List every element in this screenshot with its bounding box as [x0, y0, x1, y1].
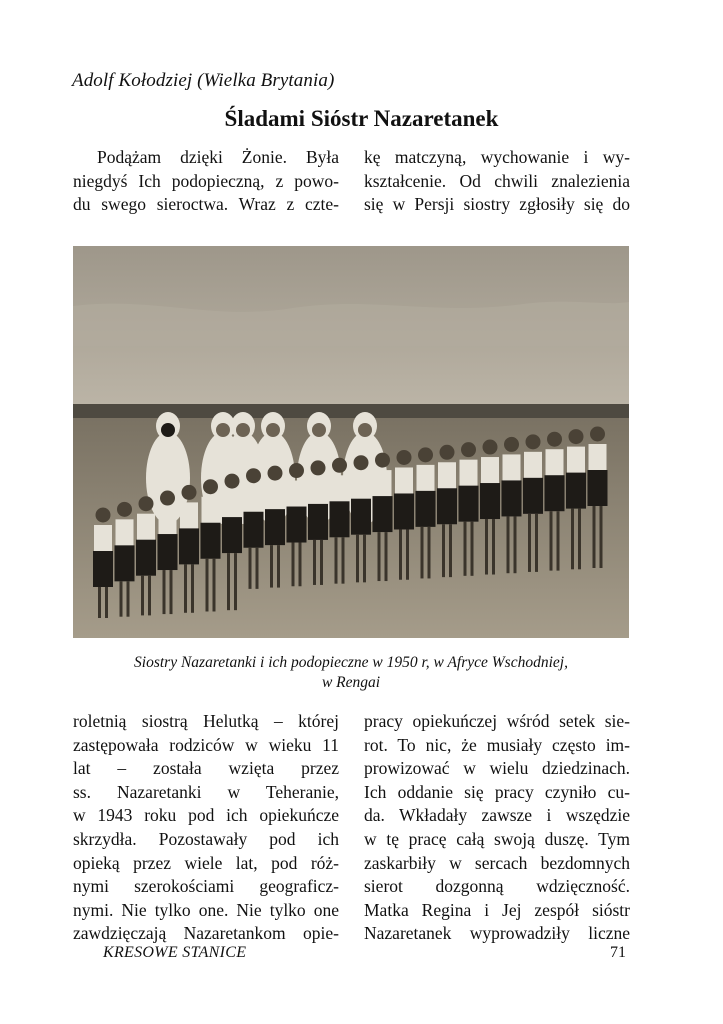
group-photograph [73, 246, 629, 638]
girl-blouse [395, 467, 413, 495]
girl-leg [528, 514, 531, 572]
text-line: kę matczyną, wychowanie i wy- [364, 147, 630, 167]
girl-leg [385, 532, 388, 581]
girl-leg [213, 559, 216, 612]
text-line: niegdyś Ich podopieczną, z powo- [73, 170, 339, 191]
girl-head [547, 432, 562, 447]
girl-leg [313, 540, 316, 585]
girl-blouse [481, 457, 499, 485]
girl-leg [127, 581, 130, 616]
girl-blouse [589, 444, 607, 472]
girl-blouse [180, 502, 198, 530]
girl-leg [507, 516, 510, 573]
girl-blouse [567, 447, 585, 475]
girl-leg [550, 511, 553, 570]
text-line: w tę pracę całą swoją duszę. Tym [364, 828, 630, 849]
girl-head [332, 458, 347, 473]
girl-head [96, 508, 111, 523]
girl-head [461, 442, 476, 457]
girl-leg [170, 570, 173, 614]
nun-face [161, 423, 175, 437]
girl-leg [593, 506, 596, 568]
girl-leg [557, 511, 560, 570]
girl-leg [363, 535, 366, 583]
girl-leg [356, 535, 359, 583]
girl-skirt [179, 528, 199, 564]
girl-leg [428, 527, 431, 579]
girl-leg [299, 543, 302, 587]
girl-head [375, 453, 390, 468]
nun-face [236, 423, 250, 437]
girl-blouse [202, 497, 220, 525]
text-column-bottom-left [73, 710, 339, 946]
girl-head [117, 502, 132, 517]
text-line: du swego sieroctwa. Wraz z czte- [73, 194, 339, 215]
girl-leg [571, 509, 574, 570]
girl-leg [399, 529, 402, 579]
girl-blouse [352, 473, 370, 501]
girl-leg [485, 519, 488, 574]
text-line: Podążam dzięki Żonie. Była [97, 147, 339, 167]
girl-blouse [331, 475, 349, 503]
girl-head [289, 463, 304, 478]
girl-blouse [223, 491, 241, 519]
girl-skirt [588, 470, 608, 506]
girl-leg [270, 545, 273, 587]
girl-blouse [116, 519, 134, 547]
text-line: zawdzięczają Nazaretankom opie- [73, 923, 339, 944]
girl-leg [342, 537, 345, 583]
photo-horizon [73, 404, 629, 418]
girl-skirt [373, 496, 393, 532]
girl-skirt [136, 540, 156, 576]
girl-head [569, 429, 584, 444]
girl-leg [292, 543, 295, 587]
girl-blouse [417, 465, 435, 493]
caption-line: Siostry Nazaretanki i ich podopieczne w 1950 r, w Afryce Wschodniej, [134, 654, 568, 671]
text-column-top-right [364, 146, 630, 217]
page-number: 71 [610, 944, 626, 961]
girl-leg [234, 553, 237, 610]
girl-leg [98, 587, 101, 618]
text-line: się w Persji siostry zgłosiły się do [364, 194, 630, 215]
photo-caption [73, 653, 629, 693]
girl-blouse [374, 470, 392, 498]
girl-skirt [93, 551, 113, 587]
girl-skirt [351, 499, 371, 535]
girl-leg [471, 522, 474, 576]
girl-leg [464, 522, 467, 576]
girl-skirt [394, 493, 414, 529]
text-line: da. Wkładały zawsze i wszędzie [364, 805, 630, 826]
girl-blouse [159, 508, 177, 536]
girl-head [311, 460, 326, 475]
text-column-top-left [73, 146, 339, 217]
girl-head [526, 434, 541, 449]
text-line: Ich oddanie się pracy czyniło cu- [364, 781, 630, 802]
caption-line: w Rengai [321, 674, 381, 691]
girl-blouse [524, 452, 542, 480]
girl-skirt [416, 491, 436, 527]
nun-face [216, 423, 230, 437]
girl-leg [514, 516, 517, 573]
girl-head [203, 479, 218, 494]
girl-head [590, 427, 605, 442]
text-line: sierot dozgonną wdzięczność. [364, 876, 630, 897]
girl-blouse [460, 460, 478, 488]
girl-blouse [288, 481, 306, 509]
text-line: zastępowała rodziców w wieku 11 [73, 734, 339, 755]
girl-leg [421, 527, 424, 579]
text-line: skrzydła. Pozostawały pod ich [73, 828, 339, 849]
girl-blouse [309, 478, 327, 506]
girl-leg [227, 553, 230, 610]
text-line: pracy opiekuńczej wśród setek sie- [364, 711, 630, 731]
girl-leg [406, 529, 409, 579]
text-line: Matka Regina i Jej zespół sióstr [364, 899, 630, 920]
girl-head [504, 437, 519, 452]
girl-head [160, 491, 175, 506]
text-line: Nazaretanek wyprowadziły liczne [364, 923, 630, 944]
girl-leg [449, 524, 452, 577]
text-line: opieką przez wiele lat, pod róż- [73, 852, 339, 873]
girl-skirt [201, 523, 221, 559]
girl-head [139, 496, 154, 511]
text-line: nymi szerokościami geograficz- [73, 876, 339, 897]
nun-face [312, 423, 326, 437]
girl-skirt [480, 483, 500, 519]
girl-leg [256, 548, 259, 589]
girl-leg [320, 540, 323, 585]
girl-blouse [94, 525, 112, 553]
girl-leg [184, 564, 187, 612]
girl-leg [578, 509, 581, 570]
girl-skirt [459, 486, 479, 522]
text-line: rot. To nic, że musiały często im- [364, 734, 630, 755]
photo-image [73, 246, 629, 638]
girl-head [268, 466, 283, 481]
girl-skirt [158, 534, 178, 570]
girl-skirt [545, 475, 565, 511]
girl-leg [191, 564, 194, 612]
girl-leg [120, 581, 123, 616]
text-line: w 1943 roku pod ich opiekuńcze [73, 805, 339, 826]
text-line: lat – została wzięta przez [73, 758, 339, 779]
girl-skirt [330, 501, 350, 537]
girl-skirt [287, 507, 307, 543]
girl-leg [335, 537, 338, 583]
text-line: prowizować w wielu dziedzinach. [364, 758, 630, 779]
girl-leg [378, 532, 381, 581]
girl-leg [277, 545, 280, 587]
girl-blouse [266, 483, 284, 511]
text-line: nymi. Nie tylko one. Nie tylko one [73, 899, 339, 920]
girl-skirt [265, 509, 285, 545]
girl-blouse [245, 486, 263, 514]
nun-face [358, 423, 372, 437]
text-line: ss. Nazaretanki w Teheranie, [73, 781, 339, 802]
girl-leg [148, 576, 151, 616]
nun-face [266, 423, 280, 437]
text-line: zaskarbiły w sercach bezdomnych [364, 852, 630, 873]
girl-blouse [503, 454, 521, 482]
publication-name: KRESOWE STANICE [103, 944, 247, 961]
girl-skirt [502, 480, 522, 516]
girl-blouse [438, 462, 456, 490]
girl-blouse [546, 449, 564, 477]
girl-head [225, 474, 240, 489]
girl-leg [249, 548, 252, 589]
girl-head [354, 455, 369, 470]
girl-leg [442, 524, 445, 577]
girl-leg [535, 514, 538, 572]
article-author: Adolf Kołodziej (Wielka Brytania) [72, 70, 335, 91]
girl-leg [206, 559, 209, 612]
text-column-bottom-right [364, 710, 630, 946]
text-line: kształcenie. Od chwili znalezienia [364, 170, 630, 191]
photo-clouds [73, 302, 629, 346]
girl-skirt [222, 517, 242, 553]
girl-skirt [566, 473, 586, 509]
girl-leg [600, 506, 603, 568]
girl-leg [163, 570, 166, 614]
article-title: Śladami Sióstr Nazaretanek [224, 106, 499, 131]
girl-skirt [523, 478, 543, 514]
text-line: roletnią siostrą Helutką – której [73, 711, 339, 731]
girl-leg [105, 587, 108, 618]
girl-blouse [137, 514, 155, 542]
girl-head [418, 447, 433, 462]
girl-leg [492, 519, 495, 574]
girl-leg [141, 576, 144, 616]
girl-skirt [437, 488, 457, 524]
girl-skirt [308, 504, 328, 540]
girl-head [246, 468, 261, 483]
girl-head [397, 450, 412, 465]
girl-head [440, 445, 455, 460]
girl-head [182, 485, 197, 500]
girl-head [483, 440, 498, 455]
girl-skirt [115, 545, 135, 581]
girl-skirt [244, 512, 264, 548]
